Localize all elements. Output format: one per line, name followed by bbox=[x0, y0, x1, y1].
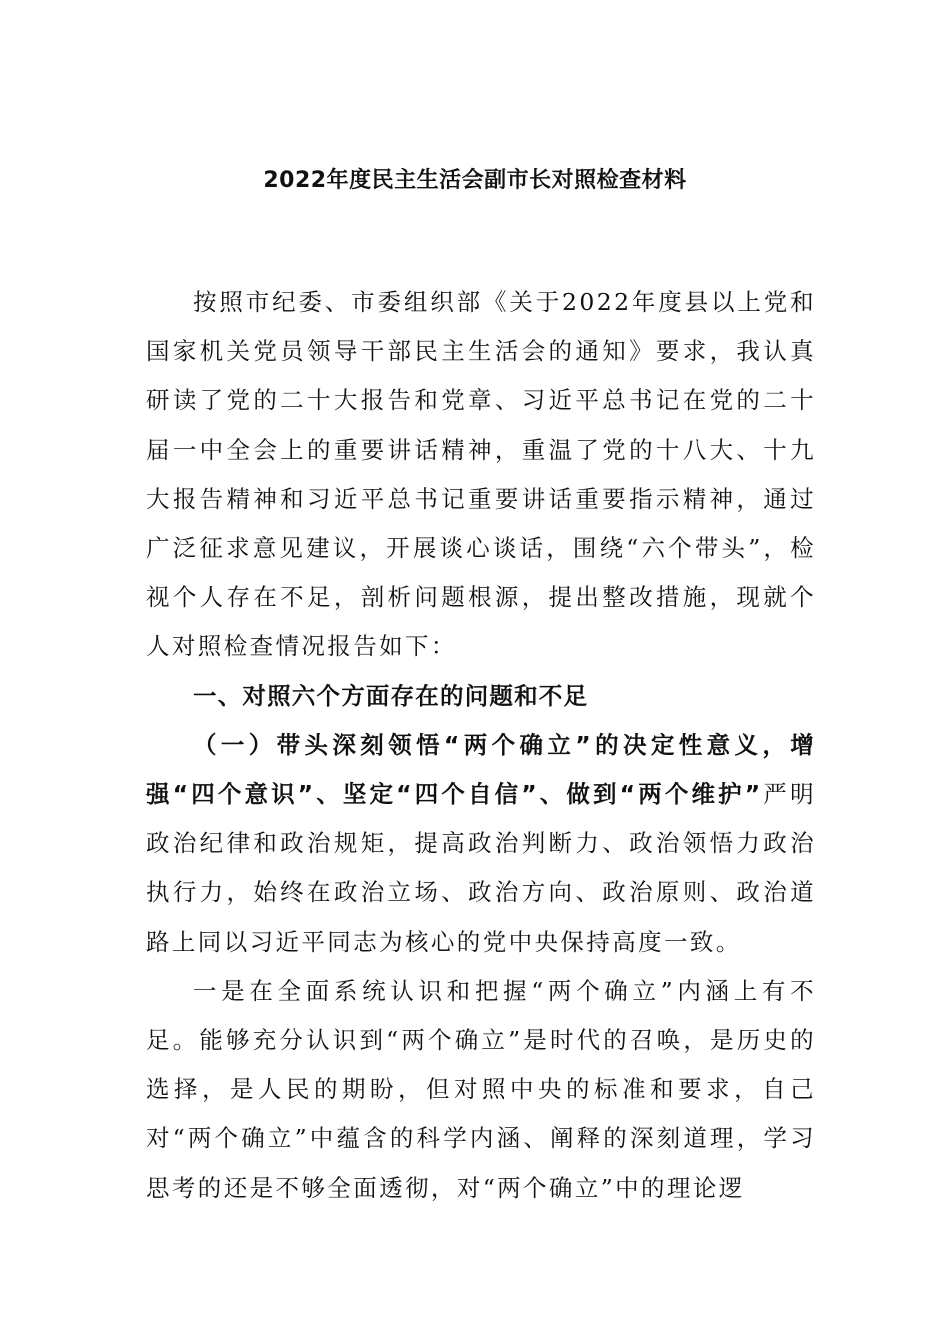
document-body bbox=[146, 278, 816, 1213]
point-one-paragraph: 一是在全面系统认识和把握“两个确立”内涵上有不足。能够充分认识到“两个确立”是时代的召唤，是历史的选择，是人民的期盼，但对照中央的标准和要求，自己对“两个确立”中蕴含的科学内涵、阐释的深刻道理，学习思考的还是不够全面透彻，对“两个确立”中的理论逻 bbox=[146, 976, 816, 1202]
intro-paragraph: 按照市纪委、市委组织部《关于2022年度县以上党和国家机关党员领导干部民主生活会的通知》要求，我认真研读了党的二十大报告和党章、习近平总书记在党的二十届一中全会上的重要讲话精神，重温了党的十八大、十九大报告精神和习近平总书记重要讲话重要指示精神，通过广泛征求意见建议，开展谈心谈话，围绕“六个带头”，检视个人存在不足，剖析问题根源，提出整改措施，现就个人对照检查情况报告如下： bbox=[146, 288, 816, 661]
section-heading: 一、对照六个方面存在的问题和不足 bbox=[193, 681, 589, 710]
subsection-heading bbox=[146, 721, 816, 967]
subsection-heading-text: （一）带头深刻领悟“两个确立”的决定性意义，增强“四个意识”、坚定“四个自信”、做到“两个维护” bbox=[146, 730, 816, 809]
document-title: 2022年度民主生活会副市长对照检查材料 bbox=[263, 168, 687, 193]
subsection-body-text: 严明政治纪律和政治规矩，提高政治判断力、政治领悟力政治执行力，始终在政治立场、政治方向、政治原则、政治道路上同以习近平同志为核心的党中央保持高度一致。 bbox=[146, 780, 816, 956]
